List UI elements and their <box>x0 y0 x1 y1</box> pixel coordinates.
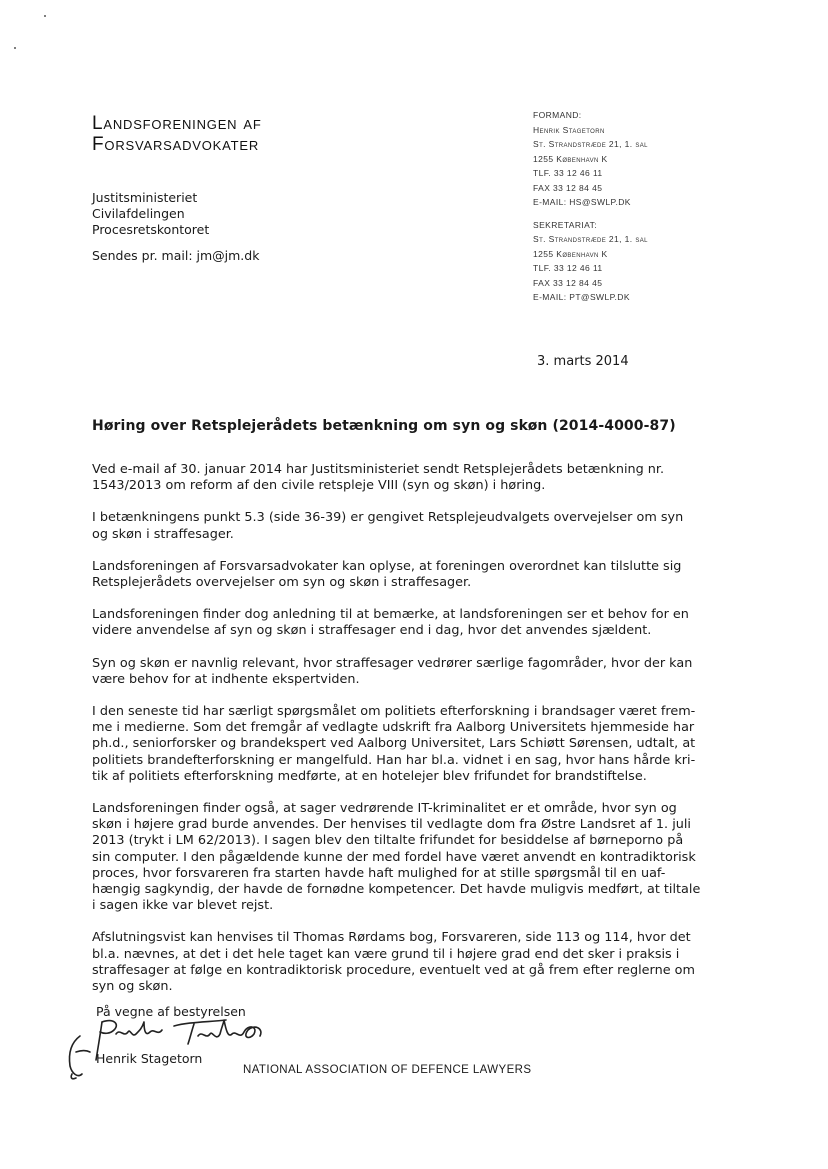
secretariat-email[interactable]: E-MAIL: PT@SWLP.DK <box>533 292 630 302</box>
secretariat-contact <box>533 218 713 305</box>
org-name-line2: Forsvarsadvokater <box>92 134 260 155</box>
letter-subject: Høring over Retsplejerådets betænkning om syn og skøn (2014-4000-87) <box>92 418 676 434</box>
recipient-line: Justitsministeriet <box>92 190 198 205</box>
body-line: straffesager at følge en kontradiktorisk procedure, eventuelt ved at gå frem efter reglerne om <box>92 962 695 978</box>
scan-speck <box>44 15 46 17</box>
send-note: Sendes pr. mail: jm@jm.dk <box>92 248 260 263</box>
secretariat-heading: SEKRETARIAT: <box>533 219 597 230</box>
body-paragraph <box>92 704 712 785</box>
contact-block <box>533 108 713 305</box>
recipient-line: Civilafdelingen <box>92 206 185 221</box>
body-line: proces, hvor forsvareren fra starten havde haft mulighed for at stille spørgsmål til en uaf- <box>92 865 666 881</box>
body-paragraph <box>92 462 712 494</box>
body-line: me i medierne. Som det fremgår af vedlagte udskrift fra Aalborg Universitets hjemmeside har <box>92 720 695 736</box>
body-line: Landsforeningen af Forsvarsadvokater kan oplyse, at foreningen overordnet kan tilslutte sig <box>92 558 682 574</box>
body-line: I den seneste tid har særligt spørgsmålet om politiets efterforskning i brandsager været frem- <box>92 704 696 720</box>
body-line: tik af politiets efterforskning medførte, at en hotelejer blev frifundet for brandstiftelse. <box>92 768 647 784</box>
chair-name: Henrik Stagetorn <box>533 124 605 135</box>
chair-phone: TLF. 33 12 46 11 <box>533 168 603 178</box>
signatory-name: Henrik Stagetorn <box>96 1051 203 1066</box>
chair-address: St. Strandstræde 21, 1. sal <box>533 139 648 149</box>
body-line: I betænkningens punkt 5.3 (side 36-39) er gengivet Retsplejeudvalgets overvejelser om syn <box>92 510 684 526</box>
letterhead <box>92 113 262 156</box>
body-line: sin computer. I den pågældende kunne der med fordel have været anvendt en kontradiktorisk <box>92 849 696 865</box>
body-line: syn og skøn. <box>92 979 173 995</box>
body-line: bl.a. nævnes, at det i det hele taget kan være grund til i højere grad end det sker i praksis i <box>92 946 680 962</box>
body-paragraph <box>92 930 712 995</box>
footer-english-name: NATIONAL ASSOCIATION OF DEFENCE LAWYERS <box>243 1064 532 1076</box>
body-line: skøn i højere grad burde anvendes. Der henvises til vedlagte dom fra Østre Landsret af 1. juli <box>92 817 691 833</box>
body-line: videre anvendelse af syn og skøn i straffesager end i dag, hvor det anvendes sjældent. <box>92 623 652 639</box>
chair-city: 1255 København K <box>533 153 608 164</box>
body-line: og skøn i straffesager. <box>92 526 234 542</box>
body-line: i sagen ikke var blevet rejst. <box>92 898 274 914</box>
secretariat-fax: FAX 33 12 84 45 <box>533 277 603 288</box>
recipient-block <box>92 190 259 264</box>
scan-speck <box>14 47 16 49</box>
org-name-line1: Landsforeningen af <box>92 113 262 134</box>
recipient-line: Procesretskontoret <box>92 222 210 237</box>
secretariat-phone: TLF. 33 12 46 11 <box>533 263 603 273</box>
body-line: Syn og skøn er navnlig relevant, hvor straffesager vedrører særlige fagområder, hvor der kan <box>92 655 693 671</box>
body-line: Retsplejerådets overvejelser om syn og skøn i straffesager. <box>92 575 472 591</box>
secretariat-city: 1255 København K <box>533 248 608 259</box>
body-paragraph <box>92 656 712 688</box>
letter-body <box>92 462 712 1011</box>
body-line: 1543/2013 om reform af den civile retspleje VIII (syn og skøn) i høring. <box>92 478 546 494</box>
body-line: 2013 (trykt i LM 62/2013). I sagen blev den tiltalte frifundet for besiddelse af børneporno på <box>92 833 684 849</box>
secretariat-address: St. Strandstræde 21, 1. sal <box>533 234 648 244</box>
body-line: Afslutningsvist kan henvises til Thomas Rørdams bog, Forsvareren, side 113 og 114, hvor det <box>92 930 691 946</box>
body-line: ph.d., seniorforsker og brandekspert ved Aalborg Universitet, Lars Schiøtt Sørensen, udtalt, at <box>92 736 696 752</box>
body-line: politiets brandefterforskning er mangelfuld. Han har bl.a. vidnet i en sag, hvor hans hårde kri- <box>92 752 696 768</box>
body-line: være behov for at indhente ekspertviden. <box>92 671 360 687</box>
body-line: Landsforeningen finder dog anledning til at bemærke, at landsforeningen ser et behov for en <box>92 607 689 623</box>
body-paragraph <box>92 559 712 591</box>
chair-heading: FORMAND: <box>533 110 582 120</box>
chair-contact <box>533 108 713 210</box>
closing-phrase: På vegne af bestyrelsen <box>96 1004 246 1019</box>
body-paragraph <box>92 607 712 639</box>
body-paragraph <box>92 801 712 914</box>
body-line: Landsforeningen finder også, at sager vedrørende IT-kriminalitet er et område, hvor syn og <box>92 801 677 817</box>
body-paragraph <box>92 510 712 542</box>
letter-date: 3. marts 2014 <box>537 354 629 369</box>
chair-email[interactable]: E-MAIL: HS@SWLP.DK <box>533 197 631 207</box>
chair-fax: FAX 33 12 84 45 <box>533 182 603 193</box>
body-line: hængig sagkyndig, der havde de fornødne kompetencer. Det havde muligvis medført, at tiltale <box>92 882 701 898</box>
body-line: Ved e-mail af 30. januar 2014 har Justitsministeriet sendt Retsplejerådets betænkning nr. <box>92 462 665 477</box>
